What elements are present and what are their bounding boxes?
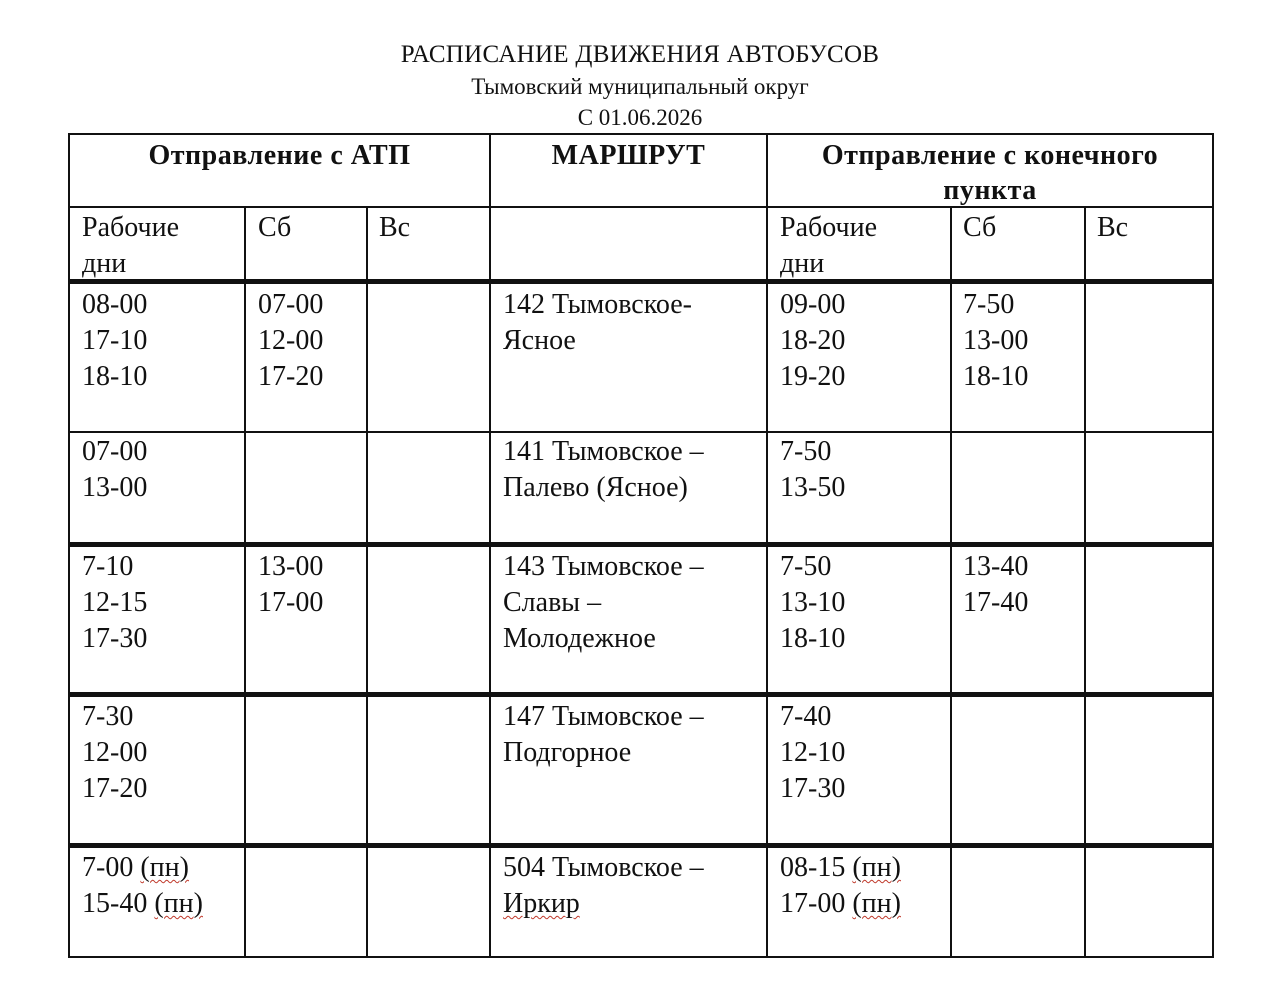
- row-divider: [68, 692, 1214, 697]
- page-subtitle: Тымовский муниципальный округ: [471, 74, 809, 99]
- day-note: (пн): [852, 888, 901, 919]
- row-3-route: 143 Тымовское – Славы – Молодежное: [503, 551, 704, 654]
- subheader-weekdays: Рабочие дни: [780, 212, 878, 279]
- header-departure-atp: Отправление с АТП: [148, 140, 411, 171]
- row-5-atp-weekdays: [82, 850, 203, 922]
- subheader-sun: Вс: [1097, 212, 1129, 243]
- page-title: РАСПИСАНИЕ ДВИЖЕНИЯ АВТОБУСОВ: [400, 41, 880, 68]
- time: 17-00: [780, 888, 853, 919]
- row-3-atp-weekdays: 7-10 12-15 17-30: [82, 551, 148, 654]
- subheader-sat: Сб: [963, 212, 997, 243]
- row-3-atp-sat: 13-00 17-00: [258, 551, 324, 618]
- row-4-route: 147 Тымовское – Подгорное: [503, 701, 704, 768]
- row-4-end-weekdays: 7-40 12-10 17-30: [780, 701, 846, 804]
- row-2-end-weekdays: 7-50 13-50: [780, 436, 846, 503]
- subheader-sat: Сб: [258, 212, 292, 243]
- row-1-end-weekdays: 09-00 18-20 19-20: [780, 289, 846, 392]
- row-divider: [68, 843, 1214, 848]
- row-1-end-sat: 7-50 13-00 18-10: [963, 289, 1029, 392]
- row-1-route: 142 Тымовское- Ясное: [503, 289, 692, 356]
- row-divider: [68, 542, 1214, 547]
- row-3-end-sat: 13-40 17-40: [963, 551, 1029, 618]
- time: 08-15: [780, 852, 853, 883]
- day-note: (пн): [140, 852, 189, 883]
- row-2-atp-weekdays: 07-00 13-00: [82, 436, 148, 503]
- subheader-sun: Вс: [379, 212, 411, 243]
- row-5-end-weekdays: [780, 850, 901, 922]
- time: 15-40: [82, 888, 155, 919]
- table-border-top: [68, 133, 1214, 135]
- row-divider: [68, 279, 1214, 284]
- time: 7-00: [82, 852, 141, 883]
- effective-date: С 01.06.2026: [577, 105, 703, 130]
- header-route: МАРШРУТ: [551, 140, 706, 171]
- row-3-end-weekdays: 7-50 13-10 18-10: [780, 551, 846, 654]
- row-1-atp-sat: 07-00 12-00 17-20: [258, 289, 324, 392]
- row-4-atp-weekdays: 7-30 12-00 17-20: [82, 701, 148, 804]
- subheader-weekdays: Рабочие дни: [82, 212, 180, 279]
- day-note: (пн): [852, 852, 901, 883]
- day-note: (пн): [154, 888, 203, 919]
- route-line: 504 Тымовское –: [503, 852, 704, 883]
- route-line: Иркир: [503, 888, 580, 919]
- row-divider: [68, 431, 1214, 433]
- row-2-route: 141 Тымовское – Палево (Ясное): [503, 436, 704, 503]
- row-5-route: [503, 850, 704, 922]
- row-1-atp-weekdays: 08-00 17-10 18-10: [82, 289, 148, 392]
- table-border-bottom: [68, 956, 1214, 958]
- header-departure-end: Отправление с конечного пункта: [821, 140, 1159, 206]
